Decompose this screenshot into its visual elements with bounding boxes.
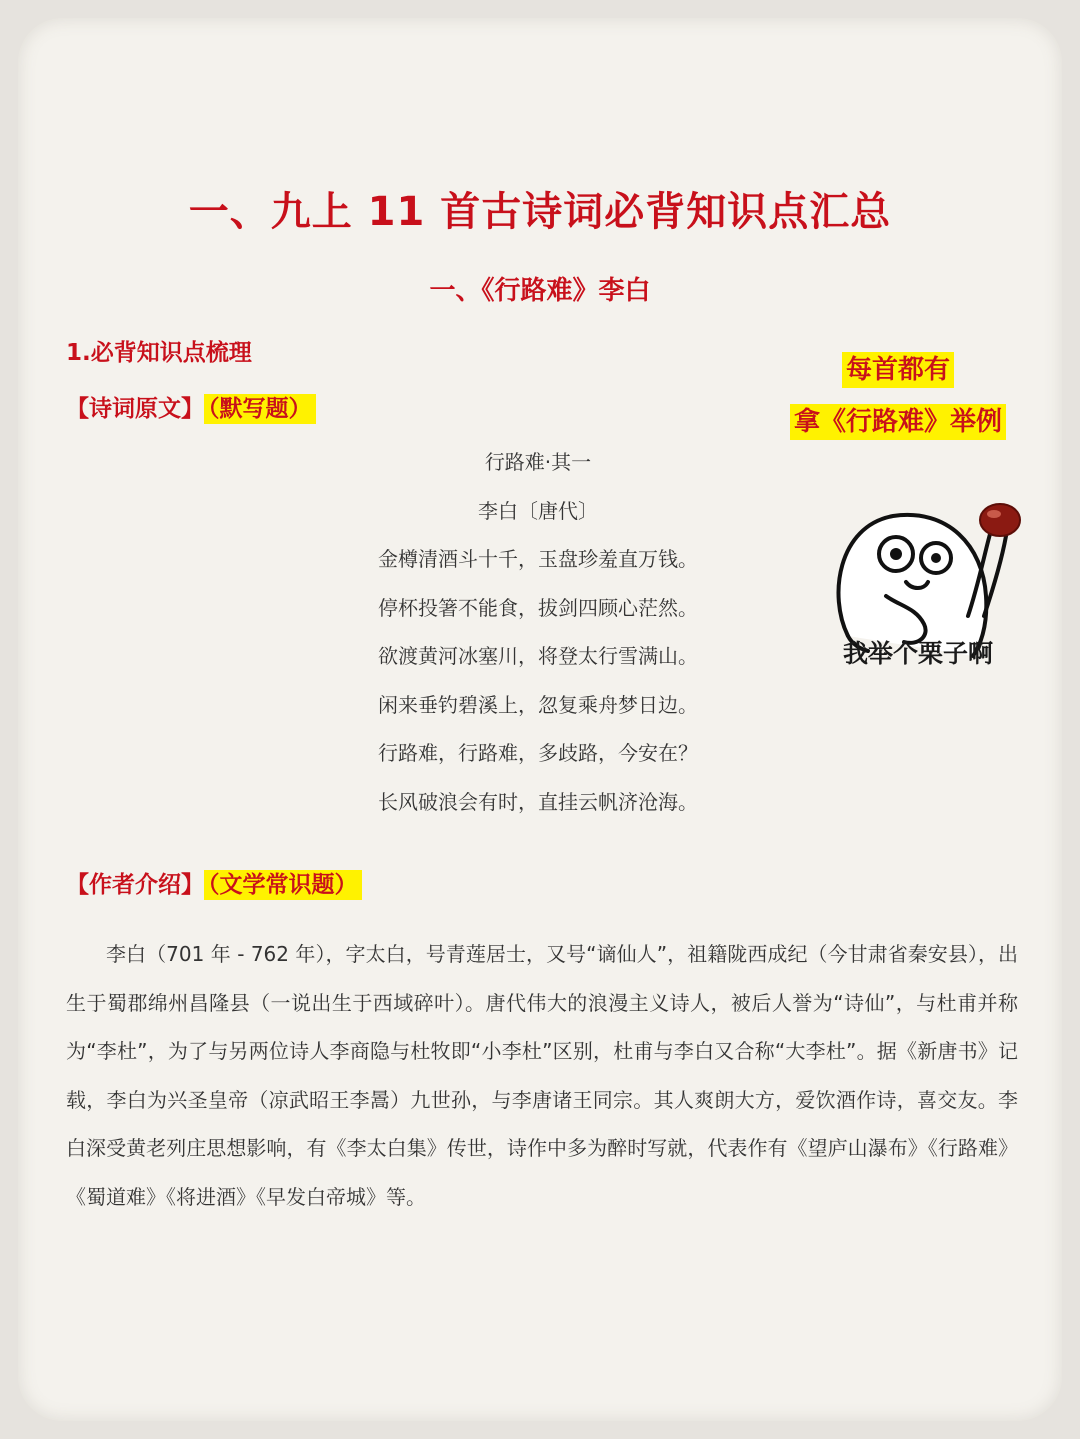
poem-block xyxy=(348,438,728,826)
page-title: 一、九上 11 首古诗词必背知识点汇总 xyxy=(188,189,892,235)
author-intro-label xyxy=(66,866,362,899)
original-text-label xyxy=(66,390,316,423)
poem-line: 停杯投箸不能食，拔剑四顾心茫然。 xyxy=(378,595,698,620)
section-heading: 1.必背知识点梳理 xyxy=(66,340,252,366)
document-page xyxy=(18,18,1062,1421)
poem-line: 闲来垂钓碧溪上，忽复乘舟梦日边。 xyxy=(378,692,698,717)
meme-caption: 我举个栗子啊 xyxy=(842,639,993,668)
note-line-2: 拿《行路难》举例 xyxy=(790,404,1006,440)
poem-author: 李白〔唐代〕 xyxy=(478,498,598,523)
author-label: 【作者介绍】 xyxy=(66,872,204,898)
original-tag: （默写题） xyxy=(204,394,316,424)
side-note xyxy=(778,344,1018,448)
original-label: 【诗词原文】 xyxy=(66,396,204,422)
poem-heading: 一、《行路难》李白 xyxy=(429,276,651,306)
poem-line: 欲渡黄河冰塞川，将登太行雪满山。 xyxy=(378,644,698,668)
author-tag: （文学常识题） xyxy=(204,870,362,900)
poem-line: 长风破浪会有时，直挂云帆济沧海。 xyxy=(378,789,698,814)
poem-title: 行路难·其一 xyxy=(484,450,592,474)
note-line-1: 每首都有 xyxy=(842,352,954,388)
poem-line: 金樽清酒斗十千，玉盘珍羞直万钱。 xyxy=(378,547,698,571)
author-bio: 李白（701 年 - 762 年），字太白，号青莲居士，又号“谪仙人”，祖籍陇西成纪（今甘肃省秦安县），出生于蜀郡绵州昌隆县（一说出生于西域碎叶）。唐代伟大的浪漫主义诗人，被后人誉为“诗仙”，与杜甫并称为“李杜”，为了与另两位诗人李商隐与杜牧即“小李杜”区别，杜甫与李白又合称“大李杜”。据《新唐书》记载，李白为兴圣皇帝（凉武昭王李暠）九世孙，与李唐诸王同宗。其人爽朗大方，爱饮酒作诗，喜交友。李白深受黄老列庄思想影响，有《李太白集》传世，诗作中多为醉时写就，代表作有《望庐山瀑布》《行路难》《蜀道难》《将进酒》《早发白帝城》等。 xyxy=(66,942,1018,1209)
poem-line: 行路难，行路难，多歧路，今安在？ xyxy=(378,741,698,765)
